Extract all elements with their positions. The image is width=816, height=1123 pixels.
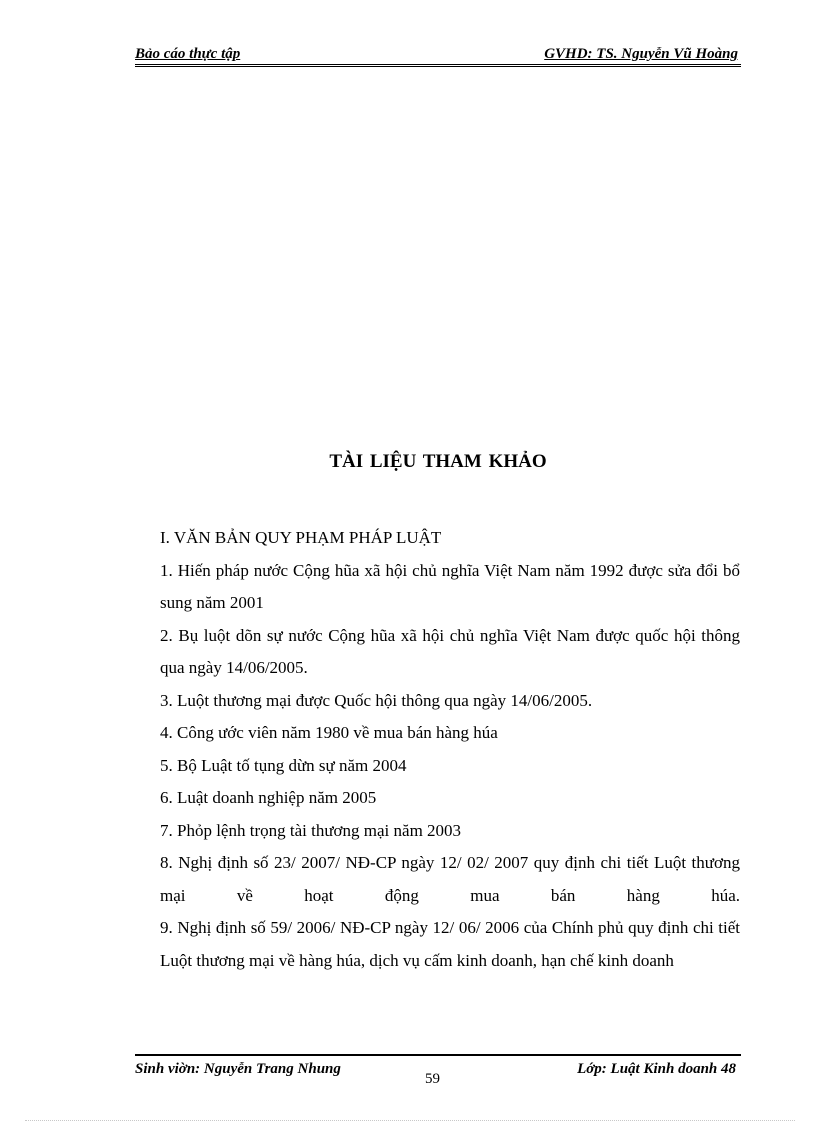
reference-item-7: 7. Phỏp lệnh trọng tài thương mại năm 2003 bbox=[160, 820, 462, 840]
reference-item-1: 1. Hiến pháp nước Cộng hũa xã hội chủ nghĩa Việt Nam năm 1992 được sửa đổi bổ sung năm 2001 bbox=[160, 560, 740, 612]
reference-item-4: 4. Công ước viên năm 1980 về mua bán hàng húa bbox=[160, 723, 498, 742]
reference-item-6: 6. Luật doanh nghiệp năm 2005 bbox=[160, 788, 377, 807]
footer-divider bbox=[135, 1054, 741, 1056]
footer-student-name: Sinh viờn: Nguyễn Trang Nhung bbox=[135, 1061, 341, 1077]
reference-item-9: 9. Nghị định số 59/ 2006/ NĐ-CP ngày 12/ 06/ 2006 của Chính phủ quy định chi tiết Luột thương mại về hàng húa, dịch vụ cấm kinh doanh, hạn chế kinh doanh bbox=[160, 918, 740, 970]
references-section bbox=[160, 522, 740, 977]
header-divider bbox=[135, 64, 741, 67]
reference-item-2: 2. Bụ luột dõn sự nước Cộng hũa xã hội chủ nghĩa Việt Nam được quốc hội thông qua ngày 14/06/2005. bbox=[160, 625, 740, 677]
footer-class-name: Lớp: Luật Kinh doanh 48 bbox=[577, 1061, 736, 1077]
reference-item-3: 3. Luột thương mại được Quốc hội thông qua ngày 14/06/2005. bbox=[160, 690, 593, 710]
page-number: 59 bbox=[425, 1071, 440, 1087]
reference-item-5: 5. Bộ Luật tố tụng dừn sự năm 2004 bbox=[160, 755, 407, 775]
header-report-label: Bảo cáo thực tập bbox=[135, 46, 241, 62]
reference-item-8: 8. Nghị định số 23/ 2007/ NĐ-CP ngày 12/ 02/ 2007 quy định chi tiết Luột thương mại về hoạt động mua bán hàng húa. bbox=[160, 853, 740, 905]
header-supervisor: GVHD: TS. Nguyễn Vũ Hoàng bbox=[544, 46, 738, 62]
page-footer bbox=[135, 1061, 741, 1091]
page-bottom-dotted-line bbox=[25, 1120, 795, 1121]
page-title: TÀI LIỆU THAM KHẢO bbox=[329, 451, 547, 472]
page-header bbox=[135, 46, 740, 66]
section-heading: I. VĂN BẢN QUY PHẠM PHÁP LUẬT bbox=[160, 528, 442, 547]
